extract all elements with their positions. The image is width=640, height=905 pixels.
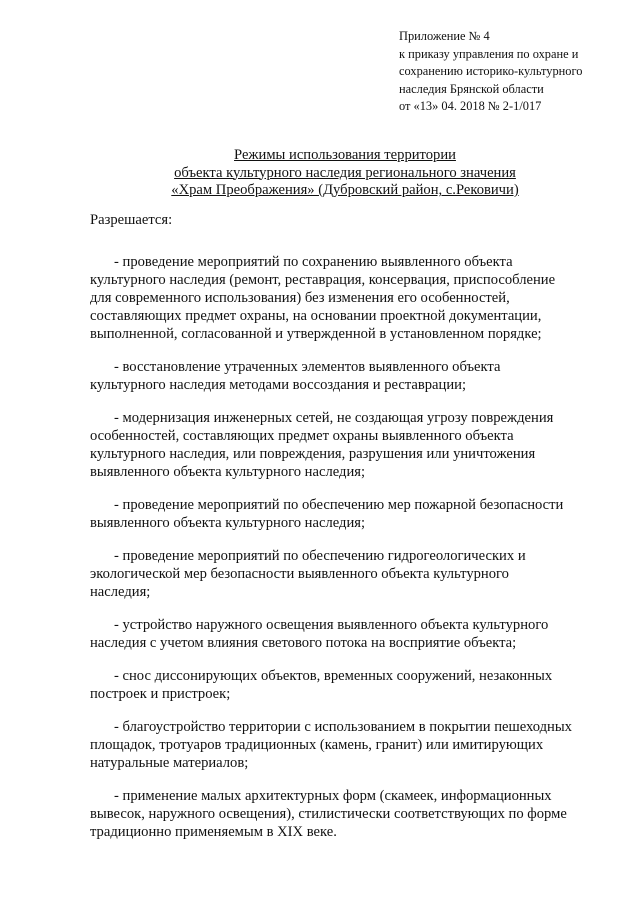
item-line: - модернизация инженерных сетей, не создающая угрозу повреждения (114, 410, 554, 426)
item-line: экологической мер безопасности выявленного объекта культурного (90, 566, 509, 582)
list-item (90, 547, 610, 601)
item-line: - снос диссонирующих объектов, временных сооружений, незаконных (114, 668, 553, 684)
item-line: традиционно применяемым в XIX веке. (90, 824, 337, 840)
item-line: культурного наследия, или повреждения, разрушения или уничтожения (90, 446, 536, 462)
list-item (90, 358, 610, 394)
title-line: объекта культурного наследия регионального значения (174, 164, 516, 181)
item-line: - проведение мероприятий по обеспечению мер пожарной безопасности (114, 497, 564, 513)
appendix-number: Приложение № 4 (399, 29, 490, 43)
list-item (90, 409, 610, 481)
item-line: натуральные материалов; (90, 755, 249, 771)
item-line: - устройство наружного освещения выявленного объекта культурного (114, 617, 549, 633)
item-line: - проведение мероприятий по обеспечению гидрогеологических и (114, 548, 526, 564)
item-line: - восстановление утраченных элементов выявленного объекта (114, 359, 501, 375)
item-line: вывесок, наружного освещения), стилистически соответствующих по форме (90, 806, 567, 822)
item-line: - проведение мероприятий по сохранению выявленного объекта (114, 254, 513, 270)
list-item (90, 496, 610, 532)
item-line: построек и пристроек; (90, 686, 231, 702)
item-line: наследия с учетом влияния светового потока на восприятие объекта; (90, 635, 517, 651)
appendix-order-line: наследия Брянской области (399, 81, 544, 96)
item-line: наследия; (90, 584, 151, 600)
list-item (90, 787, 610, 841)
item-line: площадок, тротуаров традиционных (камень, гранит) или имитирующих (90, 737, 544, 753)
appendix-date: от «13» 04. 2018 № 2-1/017 (399, 99, 542, 114)
permitted-label: Разрешается: (90, 212, 173, 228)
item-line: - применение малых архитектурных форм (скамеек, информационных (114, 788, 552, 804)
list-item (90, 616, 610, 652)
item-line: составляющих предмет охраны, на основании проектной документации, (90, 308, 542, 324)
document-title (90, 147, 600, 200)
item-line: выявленного объекта культурного наследия; (90, 464, 366, 480)
list-item (90, 253, 610, 343)
title-line: «Храм Преображения» (Дубровский район, с.Рековичи) (171, 182, 519, 199)
list-item (90, 667, 610, 703)
title-line: Режимы использования территории (234, 147, 456, 163)
item-line: культурного наследия (ремонт, реставрация, консервация, приспособление (90, 272, 556, 288)
item-line: выполненной, согласованной и утвержденной в установленном порядке; (90, 326, 542, 342)
item-line: выявленного объекта культурного наследия; (90, 515, 366, 531)
list-item (90, 718, 610, 772)
appendix-order-line: к приказу управления по охране и (399, 46, 579, 61)
appendix-block (399, 28, 629, 116)
item-line: - благоустройство территории с использованием в покрытии пешеходных (114, 719, 572, 735)
item-line: культурного наследия методами воссоздания и реставрации; (90, 377, 467, 393)
item-line: особенностей, составляющих предмет охраны выявленного объекта (90, 428, 514, 444)
item-line: для современного использования) без изменения его особенностей, (90, 290, 510, 306)
permitted-list (90, 253, 610, 856)
appendix-order-line: сохранению историко-культурного (399, 64, 583, 79)
